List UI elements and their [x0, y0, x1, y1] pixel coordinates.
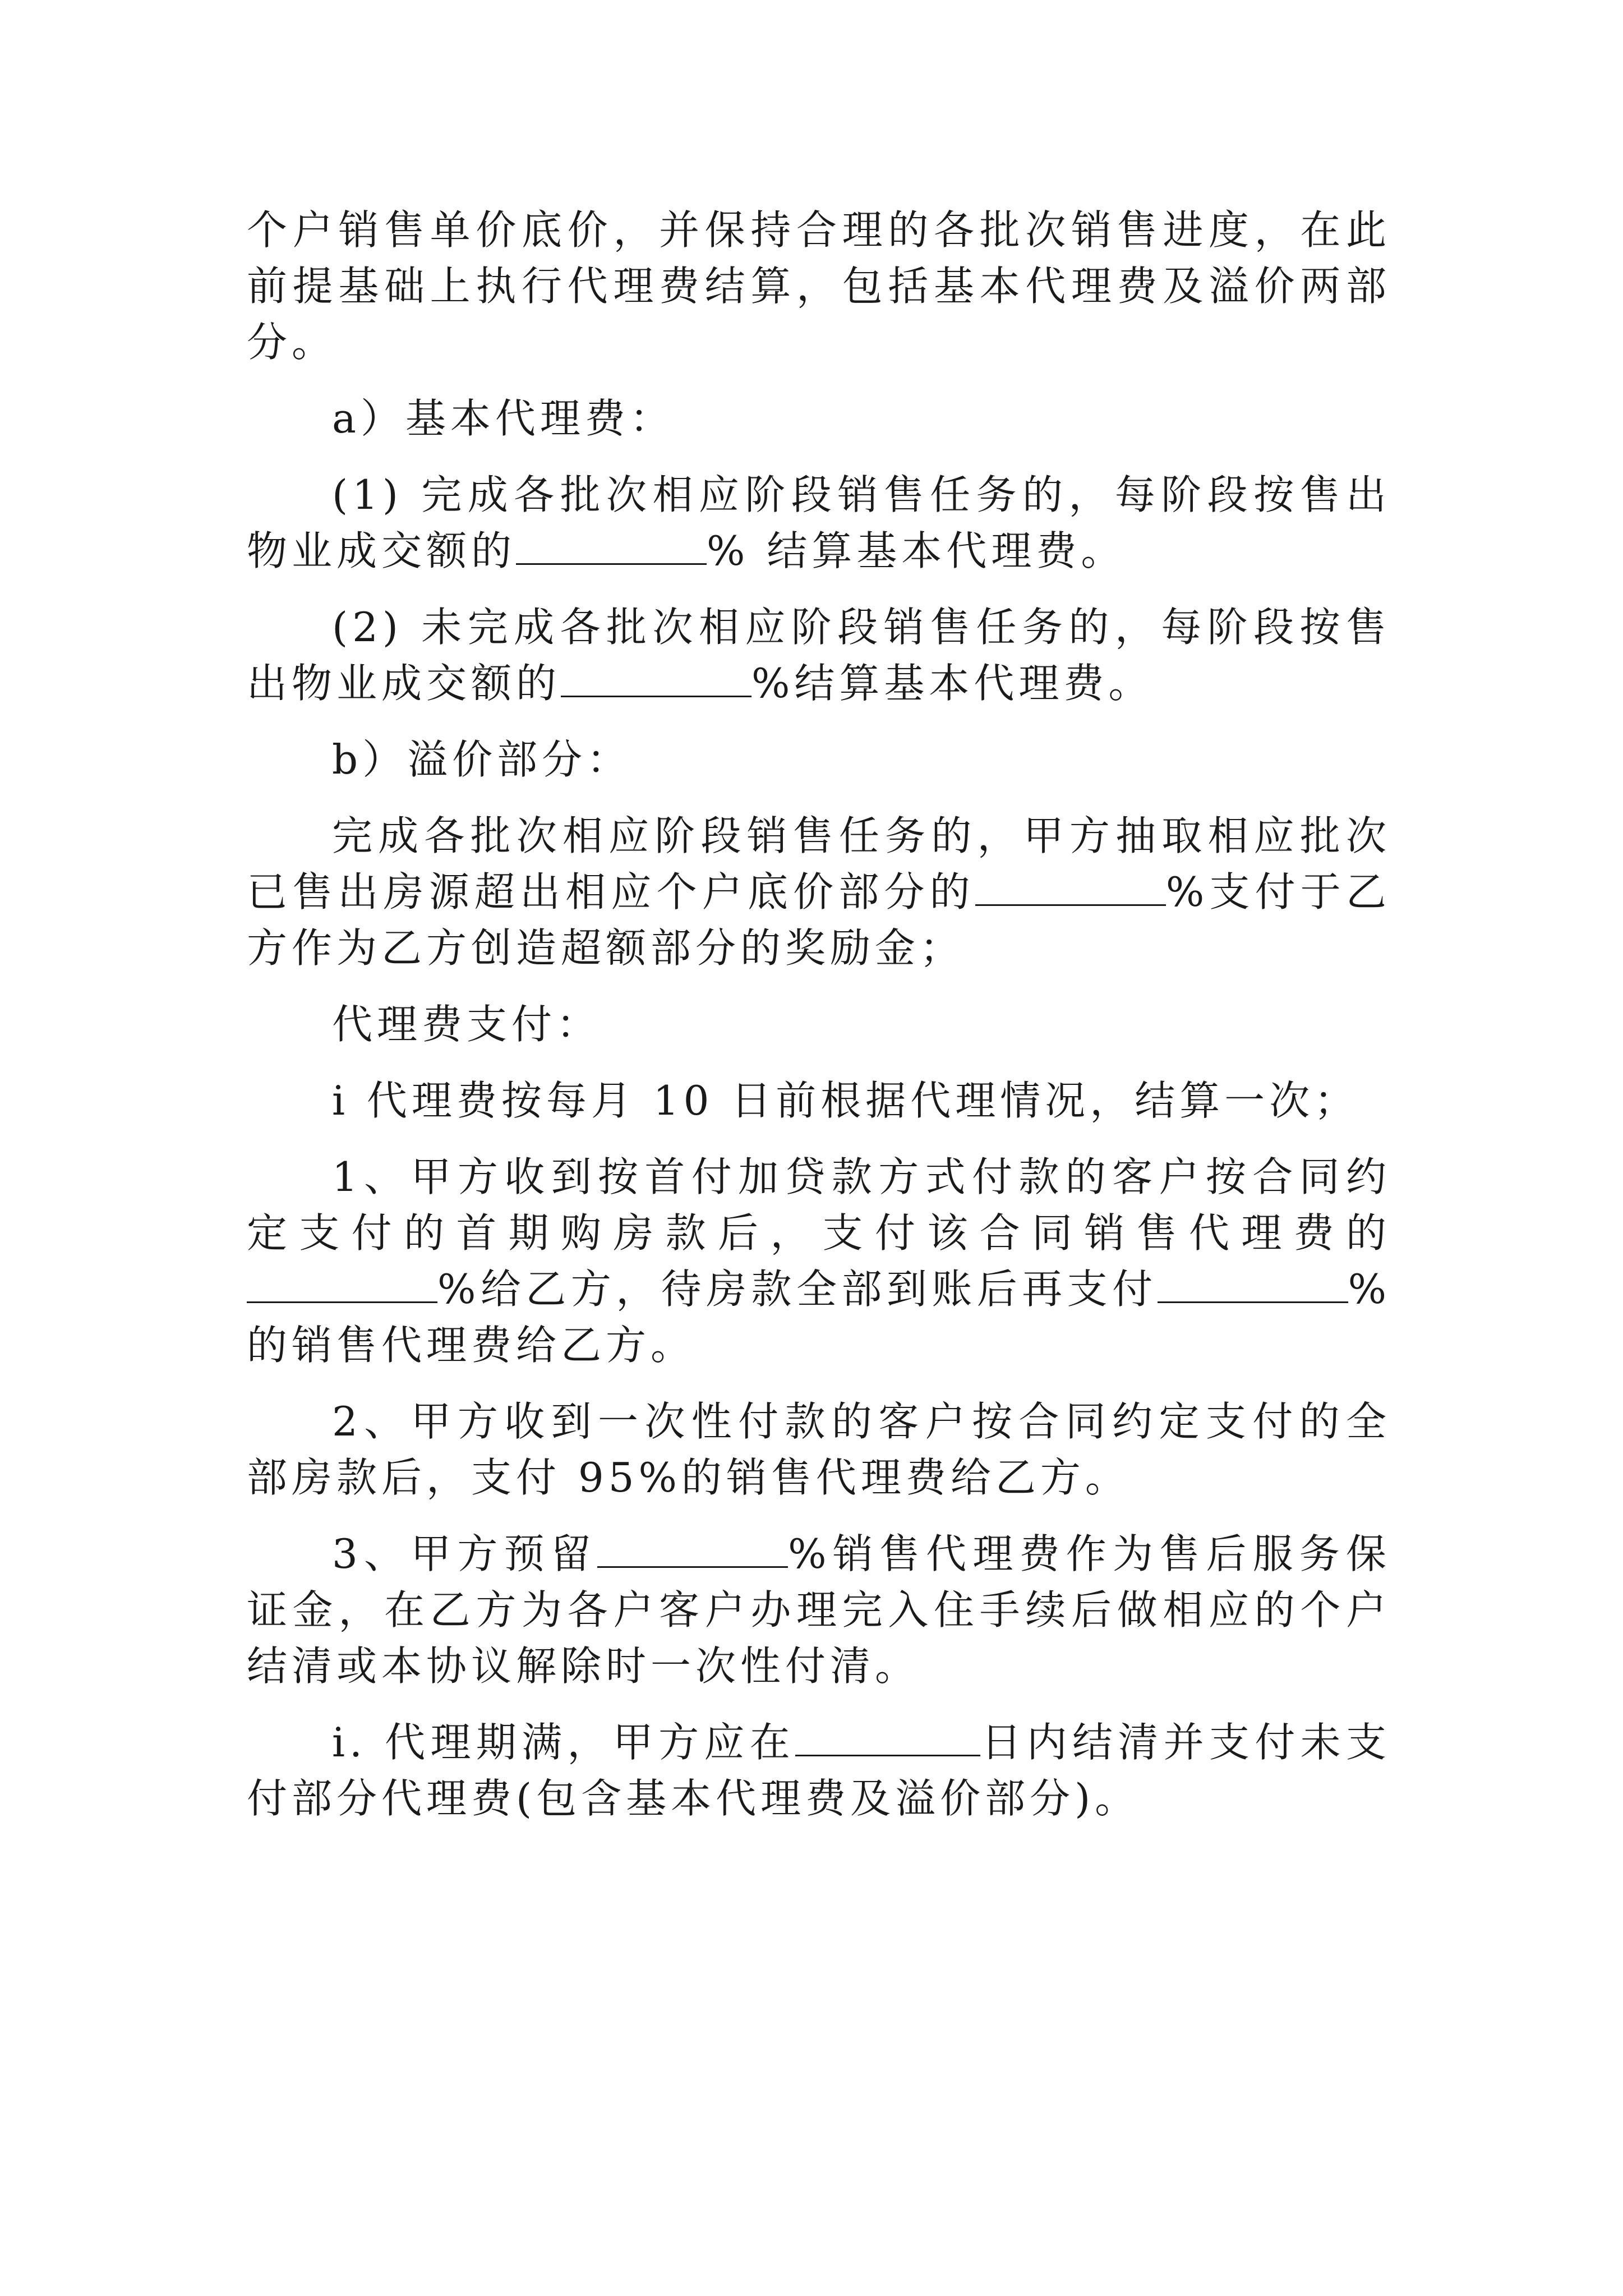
paragraph-term-expiry — [247, 1714, 1391, 1826]
text-segment: 日内结清并支付未支付部分代理费(包含基本代理费及溢价部分)。 — [247, 1719, 1391, 1822]
text-segment: %结算基本代理费。 — [751, 660, 1154, 707]
paragraph-item-1 — [247, 1149, 1391, 1373]
blank-fill-line — [1158, 1264, 1348, 1303]
blank-fill-line — [561, 659, 751, 697]
paragraph-premium — [247, 808, 1391, 976]
text-segment: % 结算基本代理费。 — [707, 527, 1126, 574]
text-segment: %给乙方，待房款全部到账后再支付 — [437, 1266, 1158, 1313]
text-segment: (1) 完成各批次相应阶段销售任务的，每阶段按售出物业成交额的 — [247, 471, 1391, 574]
text-segment: %的销售代理费给乙方。 — [247, 1266, 1391, 1369]
blank-fill-line — [247, 1264, 437, 1303]
paragraph-item-2: 2、甲方收到一次性付款的客户按合同约定支付的全部房款后，支付 95%的销售代理费给乙方。 — [247, 1398, 1391, 1501]
text-segment: %支付于乙方作为乙方创造超额部分的奖励金； — [247, 868, 1391, 972]
text-segment: 1、甲方收到按首付加贷款方式付款的客户按合同约定支付的首期购房款后，支付该合同销售代理费的 — [247, 1153, 1391, 1257]
blank-fill-line — [516, 526, 707, 565]
document-page — [247, 202, 1391, 1847]
paragraph-settlement-intro: 个户销售单价底价，并保持合理的各批次销售进度，在此前提基础上执行代理费结算，包括基本代理费及溢价两部分。 — [247, 206, 1391, 366]
text-segment: i. 代理期满，甲方应在 — [332, 1719, 796, 1766]
paragraph-monthly-settlement: i 代理费按每月 10 日前根据代理情况，结算一次； — [332, 1077, 1359, 1124]
text-segment: (2) 未完成各批次相应阶段销售任务的，每阶段按售出物业成交额的 — [247, 604, 1391, 707]
text-segment: %销售代理费作为售后服务保证金，在乙方为各户客户办理完入住手续后做相应的个户结清或本协议解除时一次性付清。 — [247, 1530, 1391, 1690]
text-segment: 3、甲方预留 — [332, 1530, 598, 1577]
paragraph-basic-fee-not-completed — [247, 599, 1391, 711]
blank-fill-line — [975, 867, 1166, 906]
blank-fill-line — [597, 1529, 788, 1568]
paragraph-item-3 — [247, 1526, 1391, 1694]
paragraph-basic-fee-completed — [247, 467, 1391, 579]
heading-premium: b）溢价部分： — [332, 736, 632, 783]
blank-fill-line — [795, 1718, 980, 1756]
heading-basic-fee: a）基本代理费： — [332, 395, 675, 442]
text-segment: 完成各批次相应阶段销售任务的，甲方抽取相应批次已售出房源超出相应个户底价部分的 — [247, 812, 1391, 915]
heading-fee-payment: 代理费支付： — [332, 1001, 602, 1048]
